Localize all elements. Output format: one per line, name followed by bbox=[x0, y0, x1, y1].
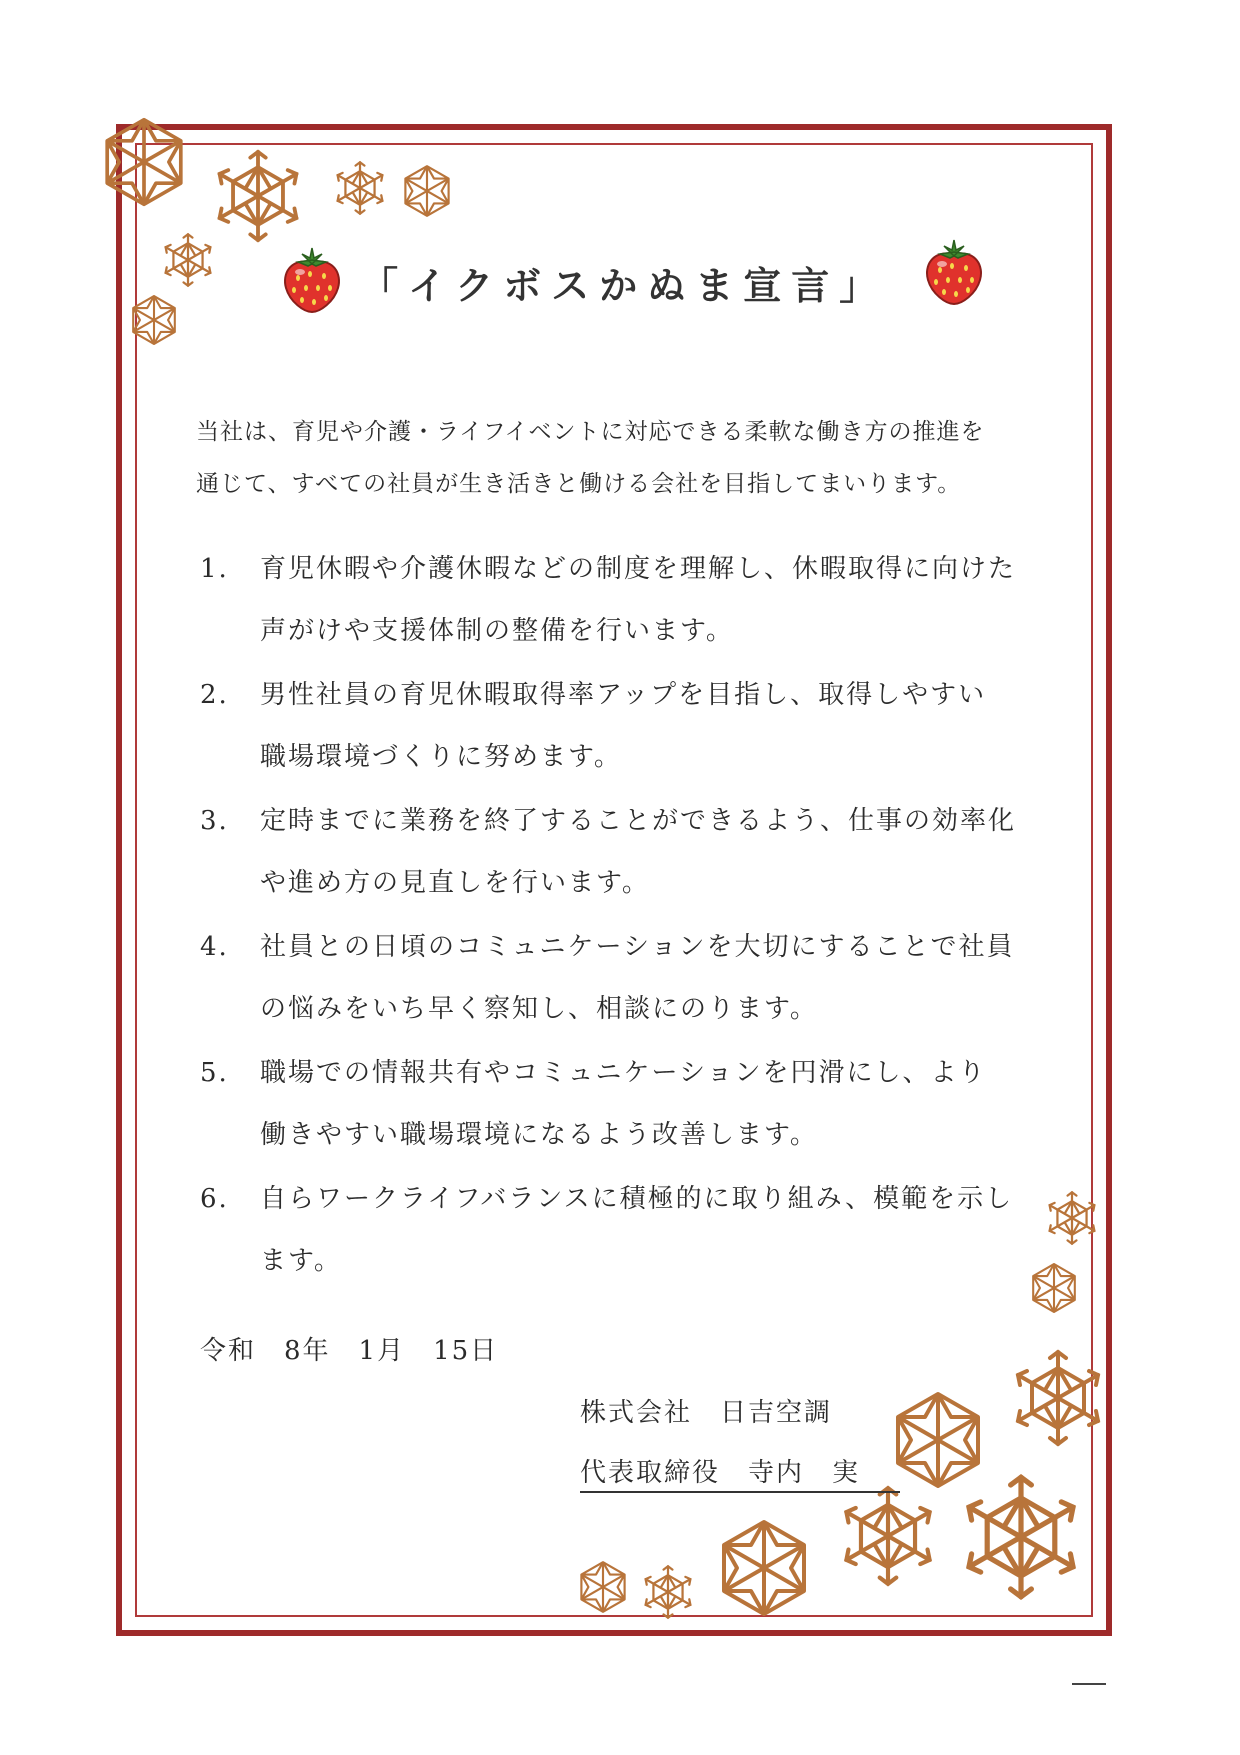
item-number: 5. bbox=[200, 1058, 229, 1088]
item-line: 職場での情報共有やコミュニケーションを円滑にし、より bbox=[260, 1058, 987, 1088]
declaration-date: 令和 8年 1月 15日 bbox=[200, 1336, 499, 1366]
item-line: 定時までに業務を終了することができるよう、仕事の効率化 bbox=[260, 806, 1017, 836]
item-line: 自らワークライフバランスに積極的に取り組み、模範を示し bbox=[260, 1184, 1014, 1214]
asanoha-snowflake-icon bbox=[714, 1518, 814, 1618]
asanoha-snowflake-icon bbox=[160, 232, 216, 288]
asanoha-snowflake-icon bbox=[332, 160, 388, 216]
item-line: ます。 bbox=[260, 1246, 342, 1276]
item-line: 社員との日頃のコミュニケーションを大切にすることで社員 bbox=[260, 932, 1015, 962]
list-item bbox=[200, 538, 1080, 662]
asanoha-snowflake-icon bbox=[576, 1560, 630, 1614]
asanoha-snowflake-icon bbox=[956, 1472, 1086, 1602]
asanoha-snowflake-icon bbox=[640, 1564, 696, 1620]
item-number: 6. bbox=[200, 1184, 229, 1214]
list-item bbox=[200, 1042, 1080, 1166]
item-number: 1. bbox=[200, 554, 229, 584]
asanoha-snowflake-icon bbox=[1008, 1348, 1108, 1448]
company-name: 株式会社 日吉空調 bbox=[580, 1398, 833, 1428]
representative-name: 代表取締役 寺内 実 bbox=[580, 1452, 900, 1493]
item-line: の悩みをいち早く察知し、相談にのります。 bbox=[260, 994, 818, 1024]
item-line: 育児休暇や介護休暇などの制度を理解し、休暇取得に向けた bbox=[260, 554, 1017, 584]
list-item bbox=[200, 664, 1080, 788]
item-line: 男性社員の育児休暇取得率アップを目指し、取得しやすい bbox=[260, 680, 987, 710]
asanoha-snowflake-icon bbox=[400, 164, 454, 218]
intro-paragraph bbox=[196, 406, 1076, 510]
asanoha-snowflake-icon bbox=[98, 116, 190, 208]
asanoha-snowflake-icon bbox=[836, 1484, 940, 1588]
asanoha-snowflake-icon bbox=[210, 148, 306, 244]
scan-mark bbox=[1072, 1683, 1106, 1685]
page-title: 「イクボスかぬま宣言」 bbox=[360, 264, 888, 308]
list-item bbox=[200, 1168, 1080, 1292]
list-item bbox=[200, 790, 1080, 914]
item-number: 3. bbox=[200, 806, 229, 836]
item-line: 職場環境づくりに努めます。 bbox=[260, 742, 622, 772]
list-item bbox=[200, 916, 1080, 1040]
declaration-list bbox=[200, 538, 1080, 1294]
item-line: 声がけや支援体制の整備を行います。 bbox=[260, 616, 734, 646]
item-number: 2. bbox=[200, 680, 229, 710]
item-number: 4. bbox=[200, 932, 229, 962]
asanoha-snowflake-icon bbox=[128, 294, 180, 346]
item-line: 働きやすい職場環境になるよう改善します。 bbox=[260, 1120, 818, 1150]
strawberry-icon bbox=[280, 244, 344, 314]
intro-line: 通じて、すべての社員が生き活きと働ける会社を目指してまいります。 bbox=[196, 471, 962, 497]
strawberry-icon bbox=[922, 236, 986, 306]
item-line: や進め方の見直しを行います。 bbox=[260, 868, 650, 898]
intro-line: 当社は、育児や介護・ライフイベントに対応できる柔軟な働き方の推進を bbox=[196, 419, 985, 445]
